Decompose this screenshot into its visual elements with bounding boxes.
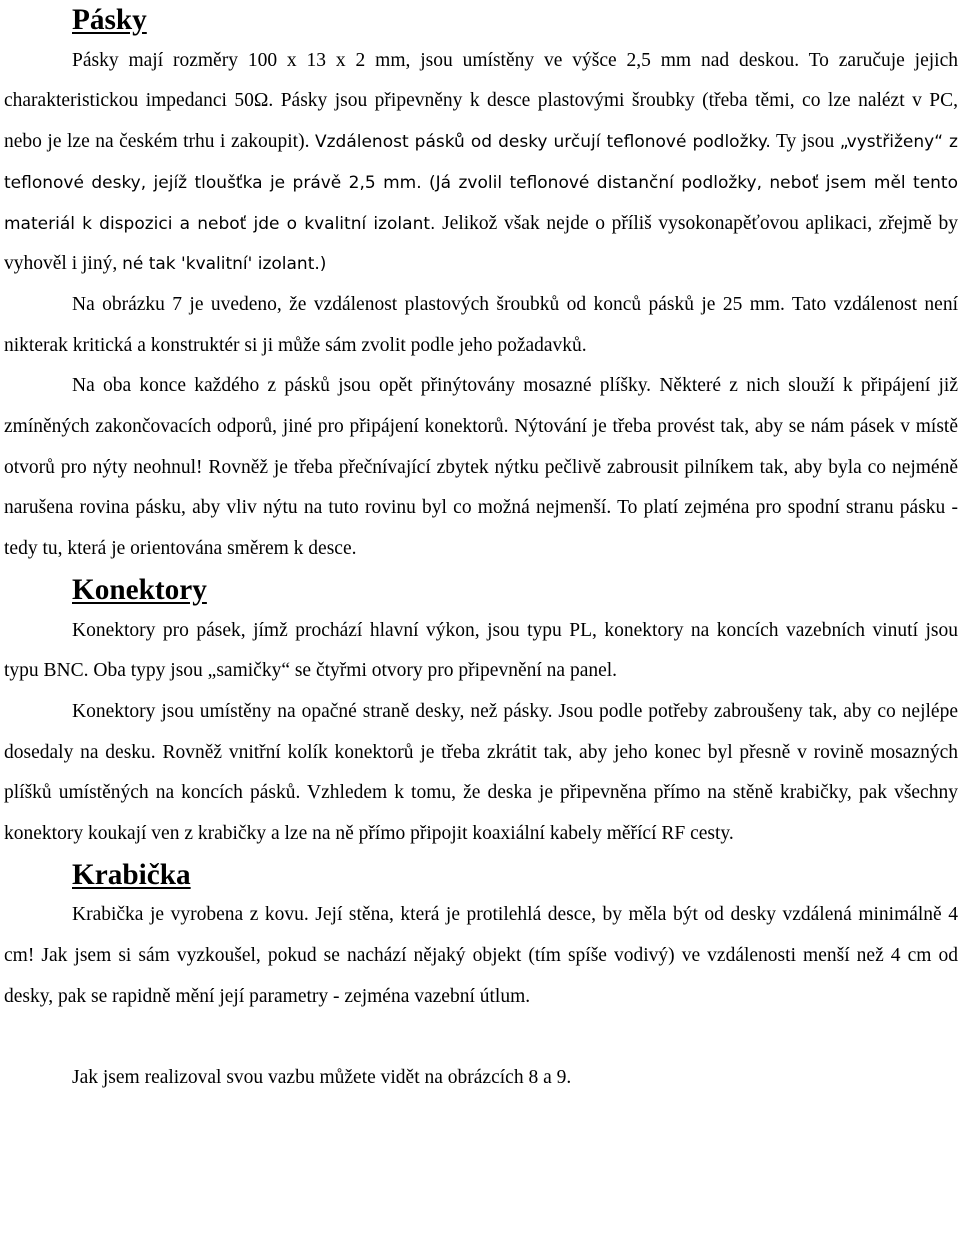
text-run: Na oba konce každého z pásků jsou opět přinýtovány mosazné plíšky. Některé z nich slouží k připájení již zmíněných zakončovacích odporů, jiné pro připájení konektorů. Nýtování je třeba provést tak, aby se nám pásek v místě otvorů pro nýty neohnul! Rovněž je třeba přečnívající zbytek nýtku pečlivě zabrousit pilníkem tak, aby byla co nejméně narušena rovina pásku, aby vliv nýtu na tuto rovinu byl co možná nejmenší. To platí zejména pro spodní stranu pásku - tedy tu, která je orientována směrem k desce. — [4, 375, 958, 560]
paragraph-konektory-1 — [4, 611, 958, 692]
paragraph-pasky-3 — [4, 366, 958, 570]
text-run-sans: Vzdálenost pásků od desky určují teflonové podložky. — [314, 132, 771, 153]
section-heading-konektory: Konektory — [72, 573, 207, 606]
section-heading-krabicka: Krabička — [72, 858, 191, 891]
text-run: Krabička je vyrobena z kovu. Její stěna, která je protilehlá desce, by měla být od desky vzdálená minimálně 4 cm! Jak jsem si sám vyzkoušel, pokud se nachází nějaký objekt (tím spíše vodivý) ve vzdálenosti menší než 4 cm od desky, pak se rapidně mění její parametry - zejména vazební útlum. — [4, 904, 958, 1007]
paragraph-krabicka-1 — [4, 895, 958, 1017]
text-run: Konektory jsou umístěny na opačné straně desky, než pásky. Jsou podle potřeby zabroušeny tak, aby co nejlépe dosedaly na desku. Rovněž vnitřní kolík konektorů je třeba zkrátit tak, aby jeho konec byl přesně v rovině mosazných plíšků umístěných na koncích pásků. Vzhledem k tomu, že deska je připevněna přímo na stěně krabičky, pak všechny konektory koukají ven z krabičky a lze na ně přímo připojit koaxiální kabely měřící RF cesty. — [4, 700, 958, 845]
text-run: Konektory pro pásek, jímž prochází hlavní výkon, jsou typu PL, konektory na koncích vazebních vinutí jsou typu BNC. Oba typy jsou „samičky“ se čtyřmi otvory pro připevnění na panel. — [4, 619, 958, 682]
paragraph-spacer — [4, 1018, 958, 1058]
paragraph-pasky-1 — [4, 41, 958, 285]
text-run: Ty jsou — [770, 131, 840, 153]
closing-paragraph: Jak jsem realizoval svou vazbu můžete vidět na obrázcích 8 a 9. — [72, 1066, 572, 1088]
text-run: Pásky mají rozměry 100 x 13 x 2 mm, jsou umístěny ve výšce 2,5 mm nad deskou. To zaručuje jejich charakteristickou impedanci 50Ω. Pásky jsou připevněny k desce plastovými šroubky (třeba těmi, co lze nalézt v PC, nebo je lze na českém trhu i zakoupit). — [4, 49, 958, 153]
text-run: Na obrázku 7 je uvedeno, že vzdálenost plastových šroubků od konců pásků je 25 mm. Tato vzdálenost není nikterak kritická a konstruktér si ji může sám zvolit podle jeho požadavků. — [4, 293, 958, 356]
text-run: Jelikož však nejde o příliš vysokonapěťovou aplikaci, zřejmě by vyhověl i jiný, — [4, 212, 958, 275]
text-run-sans: „vystřiženy“ z teflonové desky, jejíž tloušťka je právě 2,5 mm. (Já zvolil teflonové distanční podložky, neboť jsem měl tento materiál k dispozici a neboť jde o kvalitní izolant. — [4, 132, 958, 234]
paragraph-pasky-2 — [4, 285, 958, 366]
text-run-sans: né tak 'kvalitní' izolant.) — [122, 254, 327, 275]
section-heading-pasky: Pásky — [72, 4, 147, 36]
document-page — [4, 0, 958, 1098]
paragraph-konektory-2 — [4, 692, 958, 855]
